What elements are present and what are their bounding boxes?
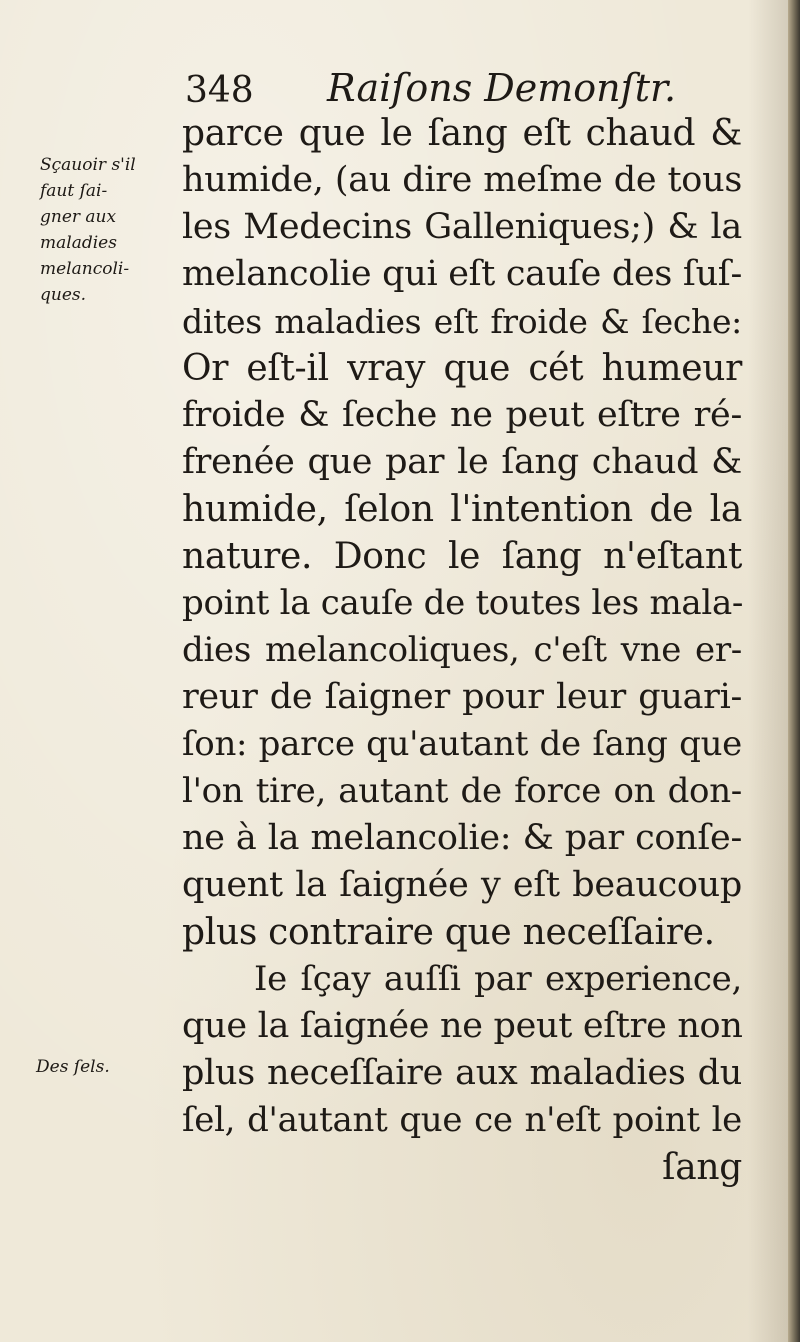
margin-note-salts: Des ſels. xyxy=(36,1057,110,1077)
catchword: ſang xyxy=(662,1147,742,1188)
text-line: point la cauſe de toutes les mala- xyxy=(182,583,744,623)
text-line: froide & ſeche ne peut eſtre ré- xyxy=(182,395,742,435)
text-line: ne à la melancolie: & par conſe- xyxy=(182,818,742,858)
text-line: dies melancoliques, c'eſt vne er- xyxy=(182,630,742,670)
text-line: les Medecins Galleniques;) & la xyxy=(182,207,742,247)
text-line: frenée que par le ſang chaud & xyxy=(182,442,742,482)
text-line: plus neceſſaire aux maladies du xyxy=(182,1053,742,1093)
body-text xyxy=(182,110,742,1191)
page-header xyxy=(185,62,745,112)
text-line: parce que le ſang eſt chaud & xyxy=(182,113,742,154)
text-line: que la ſaignée ne peut eſtre non xyxy=(182,1006,743,1046)
margin-note-line: ques. xyxy=(40,285,87,305)
margin-note-bleeding xyxy=(40,152,180,308)
margin-note-line: maladies xyxy=(40,233,117,253)
text-line: humide, ſelon l'intention de la xyxy=(182,489,742,530)
text-line: melancolie qui eſt cauſe des ſuſ- xyxy=(182,254,742,294)
margin-note-line: faut ſai- xyxy=(40,181,108,201)
text-line: quent la ſaignée y eſt beaucoup xyxy=(182,865,742,905)
book-spine-edge xyxy=(788,0,800,1342)
margin-note-line: gner aux xyxy=(40,207,117,227)
text-line: reur de ſaigner pour leur guari- xyxy=(182,677,742,717)
text-line: plus contraire que neceſſaire. xyxy=(182,912,715,953)
text-line: humide, (au dire meſme de tous xyxy=(182,160,742,200)
text-line: l'on tire, autant de force on don- xyxy=(182,771,742,811)
text-line: ſon: parce qu'autant de ſang que xyxy=(182,724,742,764)
gutter-shadow xyxy=(748,0,788,1342)
margin-note-line: Sçauoir s'il xyxy=(40,155,136,175)
text-line: Or eſt-il vray que cét humeur xyxy=(182,348,742,389)
text-line-indented: Ie ſçay auſſi par experience, xyxy=(254,959,742,999)
text-line: dites maladies eſt froide & ſeche: xyxy=(182,302,742,341)
text-line: ſel, d'autant que ce n'eſt point le xyxy=(182,1100,742,1140)
margin-note-line: melancoli- xyxy=(40,259,130,279)
page-number: 348 xyxy=(185,70,254,111)
text-line: nature. Donc le ſang n'eſtant xyxy=(182,536,742,577)
running-title: Raiſons Demonſtr. xyxy=(327,66,677,110)
